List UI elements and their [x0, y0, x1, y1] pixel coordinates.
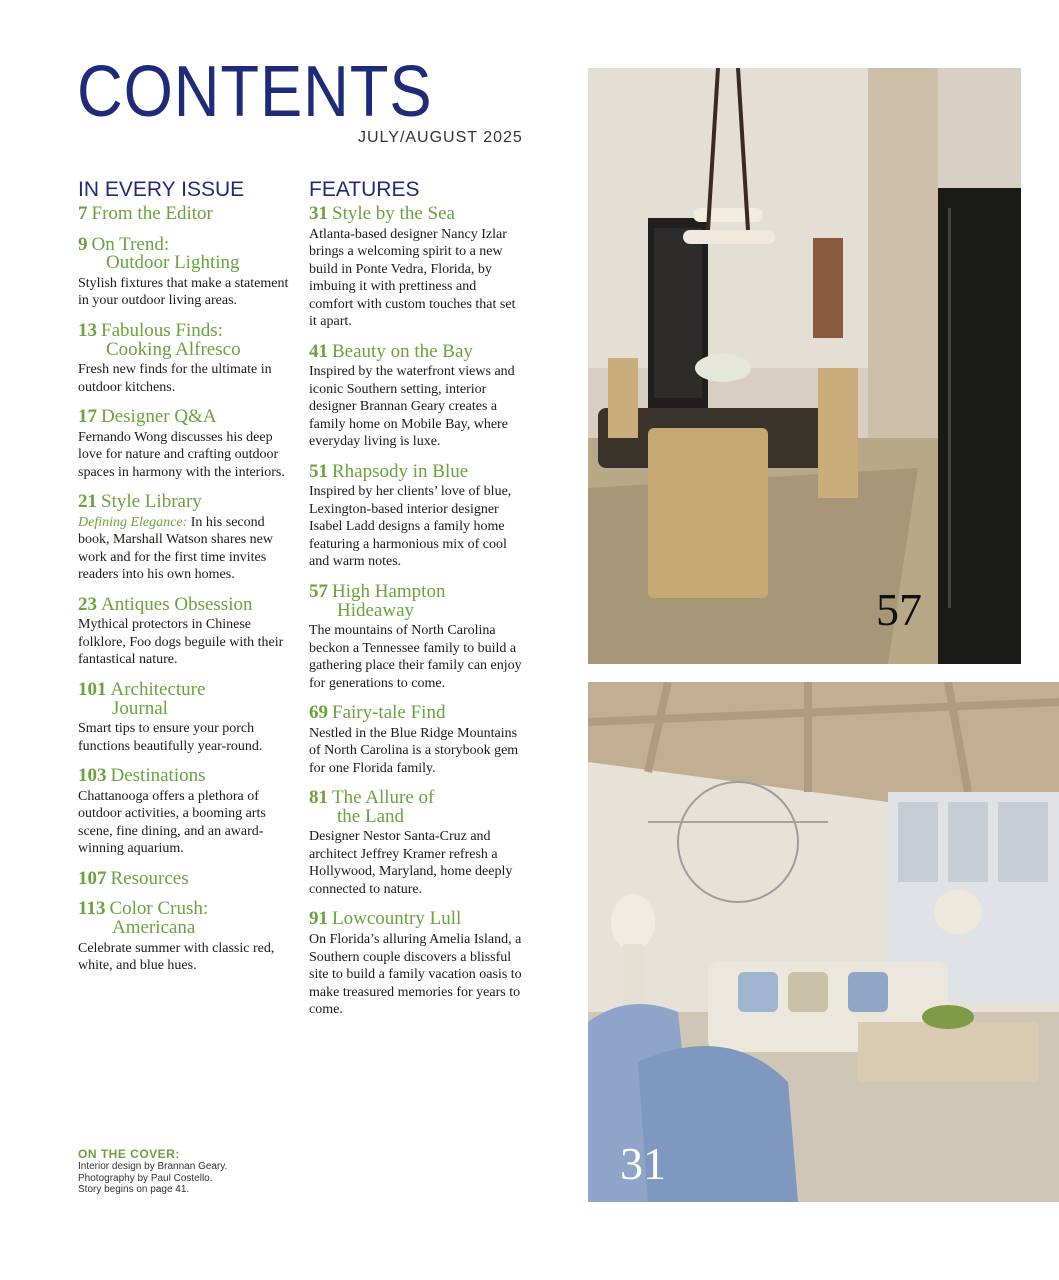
toc-entry[interactable]: [78, 900, 293, 974]
toc-page-number: 31: [309, 203, 328, 225]
toc-entry-description: [78, 361, 293, 396]
toc-entry[interactable]: [78, 767, 293, 858]
toc-entry-description: [78, 940, 293, 975]
toc-title-text: The Allure of: [332, 787, 435, 809]
toc-description-text: Inspired by her clients’ love of blue, Lexington-based interior designer Isabel Ladd designs a family home featuring a harmonious mix of cool and warm notes.: [309, 484, 512, 570]
toc-description-text: Fernando Wong discusses his deep love for nature and crafting outdoor spaces in harmony with the interiors.: [78, 429, 285, 480]
toc-entry[interactable]: [78, 678, 293, 755]
toc-book-title: Defining Elegance:: [78, 514, 188, 530]
toc-entry[interactable]: [78, 319, 293, 396]
toc-page-number: 41: [309, 340, 328, 362]
toc-title-text: High Hampton: [332, 580, 446, 602]
toc-entry-title[interactable]: [309, 789, 524, 826]
toc-description-text: On Florida’s alluring Amelia Island, a Southern couple discovers a blissful site to build a family vacation oasis to make treasured memories for years to come.: [309, 932, 522, 1018]
toc-description-text: Nestled in the Blue Ridge Mountains of North Carolina is a storybook gem for one Florida family.: [309, 725, 519, 776]
toc-title-text: Beauty on the Bay: [332, 340, 473, 362]
toc-entry[interactable]: [309, 340, 524, 451]
toc-page-number: 81: [309, 787, 328, 809]
toc-entry[interactable]: [78, 205, 293, 224]
toc-entry[interactable]: [78, 593, 293, 669]
toc-page-number: 23: [78, 593, 97, 615]
toc-entry-description: [309, 483, 524, 571]
on-the-cover-line: Story begins on page 41.: [78, 1184, 190, 1195]
toc-entry[interactable]: [78, 493, 293, 584]
on-the-cover-label: ON THE COVER:: [78, 1147, 180, 1161]
toc-title-text: Fairy-tale Find: [332, 702, 446, 724]
toc-description-text: Fresh new finds for the ultimate in outdoor kitchens.: [78, 362, 272, 395]
toc-page-number: 21: [78, 491, 97, 513]
toc-entry-title[interactable]: [78, 408, 293, 427]
toc-title-text: Color Crush:: [109, 898, 209, 920]
toc-entry-title[interactable]: [309, 460, 524, 482]
toc-description-text: Designer Nestor Santa-Cruz and architect Jeffrey Kramer refresh a Hollywood, Maryland, home deeply connected to nature.: [309, 829, 513, 897]
page-number-57: 57: [876, 584, 922, 635]
toc-entry-title[interactable]: [309, 910, 524, 929]
living-room-illustration: [588, 682, 1059, 1202]
toc-entry-description: [309, 725, 524, 778]
toc-entry-title[interactable]: [78, 900, 293, 937]
toc-title-text: Lowcountry Lull: [332, 908, 462, 930]
toc-description-text: Smart tips to ensure your porch functions beautifully year-round.: [78, 721, 263, 754]
toc-title-text: Fabulous Finds:: [101, 319, 223, 341]
dining-room-illustration: [588, 68, 1021, 664]
toc-title-text: Designer Q&A: [101, 406, 217, 428]
toc-title-continuation: the Land: [337, 805, 405, 827]
toc-entry[interactable]: [78, 867, 293, 889]
toc-page-number: 91: [309, 908, 328, 930]
issue-date: JULY/AUGUST 2025: [358, 129, 523, 146]
toc-entry[interactable]: [309, 580, 524, 692]
toc-page-number: 113: [78, 898, 106, 920]
toc-title-continuation: Journal: [112, 697, 168, 719]
toc-entry[interactable]: [309, 704, 524, 777]
toc-page-number: 57: [309, 580, 328, 602]
toc-entry-description: [309, 622, 524, 692]
toc-page-number: 107: [78, 867, 107, 889]
toc-entry-description: [309, 226, 524, 331]
toc-entry-description: [78, 514, 293, 584]
toc-entry[interactable]: [309, 460, 524, 571]
toc-entry-description: [78, 788, 293, 858]
toc-page-number: 17: [78, 406, 97, 428]
toc-entry-description: [78, 616, 293, 669]
toc-title-continuation: Hideaway: [337, 599, 415, 621]
toc-entry-description: [78, 720, 293, 755]
toc-title-text: Antiques Obsession: [101, 593, 253, 615]
toc-title-text: On Trend:: [91, 233, 170, 255]
toc-entry-description: [78, 275, 293, 310]
toc-entry[interactable]: [309, 789, 524, 898]
toc-entry-title[interactable]: [78, 205, 293, 224]
on-the-cover-line: Photography by Paul Costello.: [78, 1172, 213, 1184]
toc-description-text: The mountains of North Carolina beckon a Tennessee family to build a gathering place their family can enjoy for generations to come.: [309, 623, 522, 691]
living-room-photo[interactable]: [588, 682, 1059, 1202]
toc-title-text: Architecture: [110, 678, 206, 700]
toc-entry-description: [309, 931, 524, 1019]
on-the-cover: [78, 1147, 298, 1196]
toc-description-text: Mythical protectors in Chinese folklore, Foo dogs beguile with their fantastical nature.: [78, 617, 284, 668]
features-list: [309, 205, 524, 1018]
toc-entry-title[interactable]: [78, 233, 293, 274]
toc-title-continuation: Outdoor Lighting: [106, 252, 240, 274]
toc-page-number: 7: [78, 203, 88, 225]
toc-page-number: 51: [309, 460, 328, 482]
toc-entry-title[interactable]: [78, 767, 293, 786]
toc-title-text: Style Library: [101, 491, 202, 513]
toc-description-text: Atlanta-based designer Nancy Izlar brings a welcoming spirit to a new build in Ponte Vedra, Florida, by imbuing it with prettiness and comfort with custom touches that set it apart.: [309, 226, 516, 330]
page-number-31: 31: [620, 1138, 666, 1189]
toc-entry[interactable]: [78, 233, 293, 310]
toc-page-number: 69: [309, 702, 328, 724]
toc-entry-description: [309, 363, 524, 451]
toc-title-continuation: Americana: [112, 917, 196, 939]
in-every-issue-heading: IN EVERY ISSUE: [78, 178, 245, 201]
features-column: [309, 178, 524, 1031]
features-heading: FEATURES: [309, 178, 420, 201]
dining-room-photo[interactable]: [588, 68, 1021, 664]
toc-entry[interactable]: [309, 205, 524, 331]
toc-title-text: Rhapsody in Blue: [332, 460, 469, 482]
in-every-issue-column: [78, 178, 293, 987]
toc-entry-description: [309, 828, 524, 898]
toc-title-text: From the Editor: [91, 203, 213, 225]
toc-description-text: Celebrate summer with classic red, white, and blue hues.: [78, 940, 275, 974]
toc-page-number: 9: [78, 233, 88, 255]
toc-entry-title[interactable]: [309, 205, 524, 224]
toc-page-number: 103: [78, 765, 107, 787]
toc-entry[interactable]: [78, 408, 293, 481]
page-title: CONTENTS: [77, 52, 433, 132]
toc-entry-title[interactable]: [78, 493, 293, 512]
toc-description-text: In his second book, Marshall Watson shares new work and for the first time invites readers into his own homes.: [78, 514, 273, 583]
toc-entry-title[interactable]: [309, 580, 524, 621]
toc-title-text: Resources: [110, 867, 189, 889]
toc-entry-title[interactable]: [309, 340, 524, 362]
toc-description-text: Inspired by the waterfront views and iconic Southern setting, interior designer Brannan Geary creates a family home on Mobile Bay, where everyday living is luxe.: [309, 364, 515, 450]
toc-description-text: Stylish fixtures that make a statement in your outdoor living areas.: [78, 275, 289, 309]
in-every-issue-list: [78, 205, 293, 975]
toc-entry-title[interactable]: [78, 593, 293, 615]
toc-entry-title[interactable]: [78, 867, 293, 889]
toc-entry-title[interactable]: [78, 678, 293, 719]
toc-title-text: Destinations: [110, 765, 206, 787]
toc-description-text: Chattanooga offers a plethora of outdoor activities, a booming arts scene, fine dining, and an award-winning aquarium.: [78, 788, 266, 857]
toc-entry[interactable]: [309, 910, 524, 1018]
toc-page-number: 13: [78, 319, 97, 341]
toc-entry-description: [78, 429, 293, 482]
toc-entry-title[interactable]: [309, 704, 524, 723]
toc-page-number: 101: [78, 678, 107, 700]
on-the-cover-line: Interior design by Brannan Geary.: [78, 1161, 228, 1172]
toc-entry-title[interactable]: [78, 319, 293, 360]
toc-title-continuation: Cooking Alfresco: [106, 338, 241, 360]
toc-title-text: Style by the Sea: [332, 203, 455, 225]
